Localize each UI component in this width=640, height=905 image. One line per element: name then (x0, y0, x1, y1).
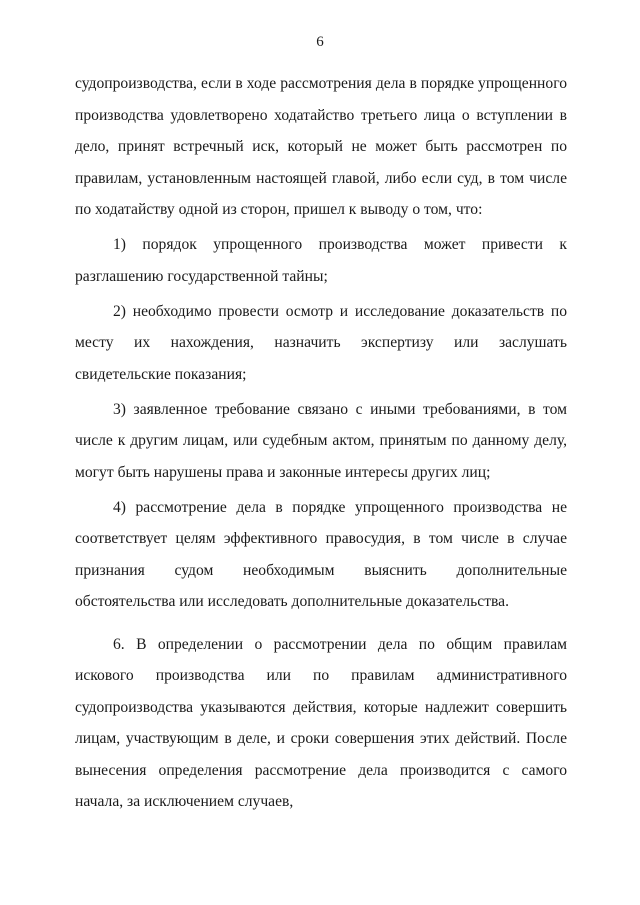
paragraph-continuation: судопроизводства, если в ходе рассмотрения дела в порядке упрощенного производства удовлетворено ходатайство третьего лица о вступлении в дело, принят встречный иск, который не может быть рассмотрен по правилам, установленным настоящей главой, либо если суд, в том числе по ходатайству одной из сторон, пришел к выводу о том, что: (75, 75, 567, 218)
page-number: 6 (316, 34, 324, 50)
list-item-1: 1) порядок упрощенного производства может привести к разглашению государственной тайны; (75, 236, 567, 285)
paragraph-section-6: 6. В определении о рассмотрении дела по общим правилам искового производства или по правилам административного судопроизводства указываются действия, которые надлежит совершить лицам, участвующим в деле, и сроки совершения этих действий. После вынесения определения рассмотрение дела производится с самого начала, за исключением случаев, (75, 635, 567, 810)
document-body (75, 68, 567, 818)
list-item-4: 4) рассмотрение дела в порядке упрощенного производства не соответствует целям эффективного правосудия, в том числе в случае признания судом необходимым выяснить дополнительные обстоятельства или исследовать дополнительные доказательства. (75, 498, 567, 610)
list-item-3: 3) заявленное требование связано с иными требованиями, в том числе к другим лицам, или судебным актом, принятым по данному делу, могут быть нарушены права и законные интересы других лиц; (75, 400, 567, 481)
list-item-2: 2) необходимо провести осмотр и исследование доказательств по месту их нахождения, назначить экспертизу или заслушать свидетельские показания; (75, 302, 567, 383)
